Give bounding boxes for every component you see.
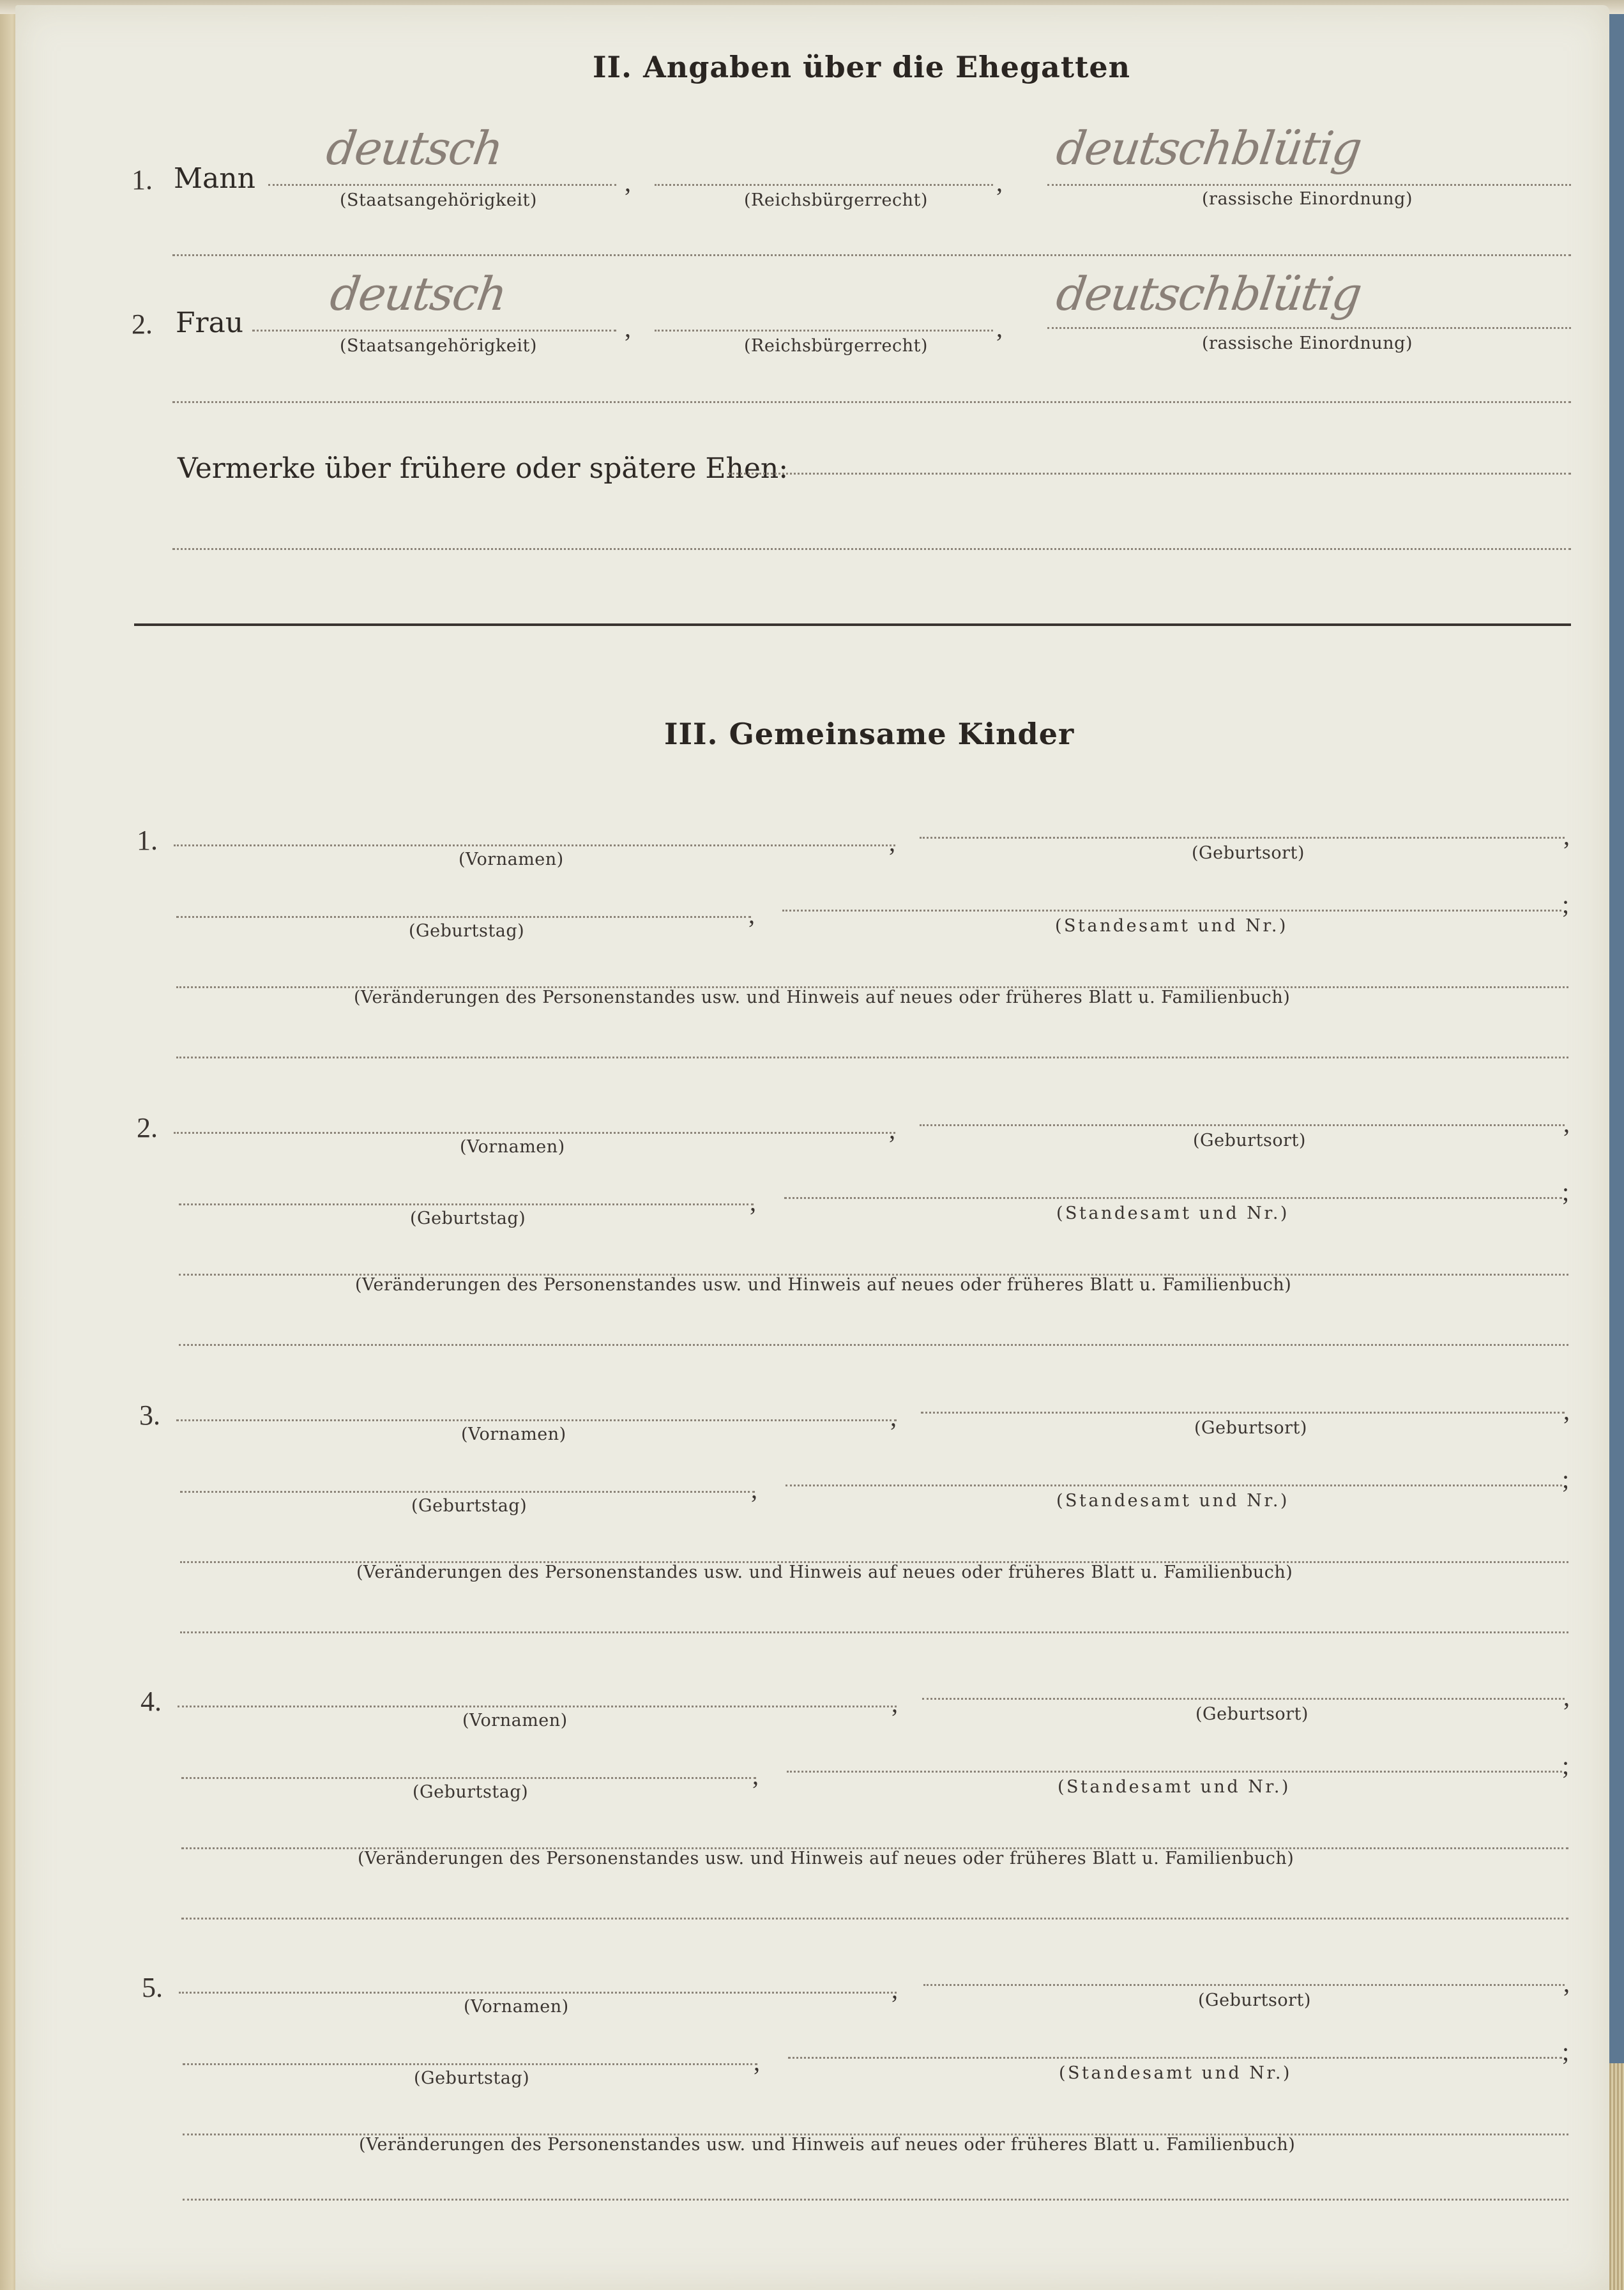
dotted-line — [268, 184, 616, 186]
dotted-line — [180, 1631, 1568, 1633]
caption-birthday: (Geburtstag) — [413, 1782, 529, 1802]
dotted-line — [923, 1984, 1565, 1986]
section-heading-spouses: II. Angaben über die Ehegatten — [593, 50, 1131, 84]
dotted-line — [728, 473, 1571, 475]
caption-registry: (Standesamt und Nr.) — [1055, 916, 1288, 936]
separator-comma: , — [752, 1761, 759, 1790]
section-heading-children: III. Gemeinsame Kinder — [664, 717, 1075, 751]
caption-changes: (Veränderungen des Personenstandes usw. und Hinweis auf neues oder früheres Blatt u. Familienbuch) — [359, 2135, 1296, 2155]
dotted-line — [782, 910, 1561, 912]
handwritten-racial-husband: deutschblütig — [1053, 121, 1365, 175]
separator-semicolon: ; — [1562, 1177, 1570, 1206]
caption-citizenship: (Staatsangehörigkeit) — [340, 336, 537, 356]
caption-birthday: (Geburtstag) — [409, 921, 525, 941]
dotted-line — [174, 1132, 895, 1134]
dotted-line — [178, 1706, 897, 1707]
separator-comma: , — [890, 1403, 897, 1431]
handwritten-racial-wife: deutschblütig — [1053, 267, 1365, 321]
child-number: 3. — [139, 1400, 160, 1431]
dotted-line — [172, 401, 1571, 403]
dotted-line — [183, 2063, 757, 2065]
caption-changes: (Veränderungen des Personenstandes usw. und Hinweis auf neues oder früheres Blatt u. Familienbuch) — [354, 988, 1291, 1007]
dotted-line — [179, 1344, 1568, 1346]
caption-first-names: (Vornamen) — [464, 1997, 569, 2017]
dotted-line — [183, 2199, 1568, 2201]
caption-reich-citizenship: (Reichsbürgerrecht) — [744, 336, 928, 356]
child-number: 5. — [142, 1972, 163, 2003]
caption-birthplace: (Geburtsort) — [1194, 1418, 1307, 1438]
child-number: 1. — [137, 825, 158, 856]
caption-registry: (Standesamt und Nr.) — [1056, 1203, 1289, 1223]
dotted-line — [787, 1771, 1562, 1773]
caption-birthday: (Geburtstag) — [411, 1496, 527, 1516]
spouse-label-husband: Mann — [174, 162, 255, 195]
caption-birthplace: (Geburtsort) — [1193, 1131, 1306, 1150]
separator-comma: , — [1563, 1109, 1570, 1138]
dotted-line — [252, 330, 616, 332]
dotted-line — [174, 844, 895, 846]
dotted-line — [176, 1419, 897, 1421]
caption-racial-classification: (rassische Einordnung) — [1202, 189, 1413, 209]
separator-comma: , — [754, 2047, 760, 2076]
caption-birthplace: (Geburtsort) — [1195, 1704, 1309, 1724]
separator-comma: , — [892, 1975, 898, 2004]
handwritten-citizenship-husband: deutsch — [323, 121, 506, 175]
caption-birthday: (Geburtstag) — [410, 1209, 526, 1228]
separator-comma: , — [996, 314, 1003, 342]
dotted-line — [172, 548, 1571, 550]
caption-birthday: (Geburtstag) — [414, 2068, 530, 2088]
dotted-line — [920, 1124, 1565, 1126]
notes-label: Vermerke über frühere oder spätere Ehen: — [178, 452, 789, 485]
handwritten-citizenship-wife: deutsch — [327, 267, 510, 321]
separator-semicolon: ; — [1562, 890, 1570, 919]
dotted-line — [176, 1057, 1568, 1058]
spouse-number: 1. — [132, 164, 153, 195]
child-number: 2. — [137, 1112, 158, 1143]
caption-registry: (Standesamt und Nr.) — [1058, 1777, 1291, 1797]
separator-comma: , — [996, 168, 1003, 197]
dotted-line — [920, 837, 1565, 839]
caption-first-names: (Vornamen) — [460, 1137, 565, 1157]
caption-birthplace: (Geburtsort) — [1198, 1990, 1311, 2010]
separator-comma: , — [748, 900, 755, 929]
dotted-line — [180, 1491, 755, 1493]
dotted-line — [655, 330, 993, 332]
dotted-line — [788, 2057, 1562, 2059]
caption-changes: (Veränderungen des Personenstandes usw. und Hinweis auf neues oder früheres Blatt u. Familienbuch) — [355, 1275, 1292, 1295]
dotted-line — [785, 1485, 1562, 1486]
separator-comma: , — [1563, 1969, 1570, 1997]
separator-comma: , — [625, 168, 631, 197]
separator-comma: , — [750, 1187, 756, 1216]
caption-first-names: (Vornamen) — [462, 1711, 568, 1730]
caption-first-names: (Vornamen) — [461, 1424, 566, 1444]
child-number: 4. — [140, 1686, 162, 1717]
caption-racial-classification: (rassische Einordnung) — [1202, 333, 1413, 353]
separator-comma: , — [1563, 821, 1570, 850]
dotted-line — [655, 184, 993, 186]
separator-comma: , — [892, 1689, 898, 1718]
dotted-line — [1047, 327, 1571, 329]
separator-semicolon: ; — [1562, 1465, 1570, 1493]
separator-semicolon: ; — [1562, 1751, 1570, 1780]
dotted-line — [176, 916, 751, 918]
separator-comma: , — [889, 1115, 895, 1144]
caption-registry: (Standesamt und Nr.) — [1056, 1491, 1289, 1511]
separator-comma: , — [1563, 1396, 1570, 1425]
dotted-line — [181, 1777, 756, 1779]
caption-reich-citizenship: (Reichsbürgerrecht) — [744, 190, 928, 210]
caption-registry: (Standesamt und Nr.) — [1059, 2063, 1292, 2083]
spouse-number: 2. — [132, 309, 153, 340]
dotted-line — [172, 254, 1571, 256]
separator-semicolon: ; — [1562, 2037, 1570, 2066]
spouse-label-wife: Frau — [176, 307, 244, 339]
dotted-line — [179, 1203, 754, 1205]
caption-changes: (Veränderungen des Personenstandes usw. und Hinweis auf neues oder früheres Blatt u. Familienbuch) — [358, 1849, 1294, 1868]
dotted-line — [181, 1918, 1568, 1920]
page-stack-edge — [1609, 2063, 1624, 2290]
dotted-line — [179, 1992, 897, 1994]
section-divider — [134, 623, 1571, 626]
dotted-line — [922, 1698, 1565, 1700]
separator-comma: , — [1563, 1683, 1570, 1711]
separator-comma: , — [751, 1475, 757, 1504]
caption-first-names: (Vornamen) — [459, 850, 564, 869]
separator-comma: , — [889, 828, 895, 857]
caption-changes: (Veränderungen des Personenstandes usw. und Hinweis auf neues oder früheres Blatt u. Familienbuch) — [356, 1562, 1293, 1582]
separator-comma: , — [625, 314, 631, 342]
caption-citizenship: (Staatsangehörigkeit) — [340, 190, 537, 210]
dotted-line — [921, 1412, 1565, 1414]
dotted-line — [1047, 184, 1571, 186]
dotted-line — [784, 1197, 1562, 1199]
caption-birthplace: (Geburtsort) — [1192, 843, 1305, 863]
